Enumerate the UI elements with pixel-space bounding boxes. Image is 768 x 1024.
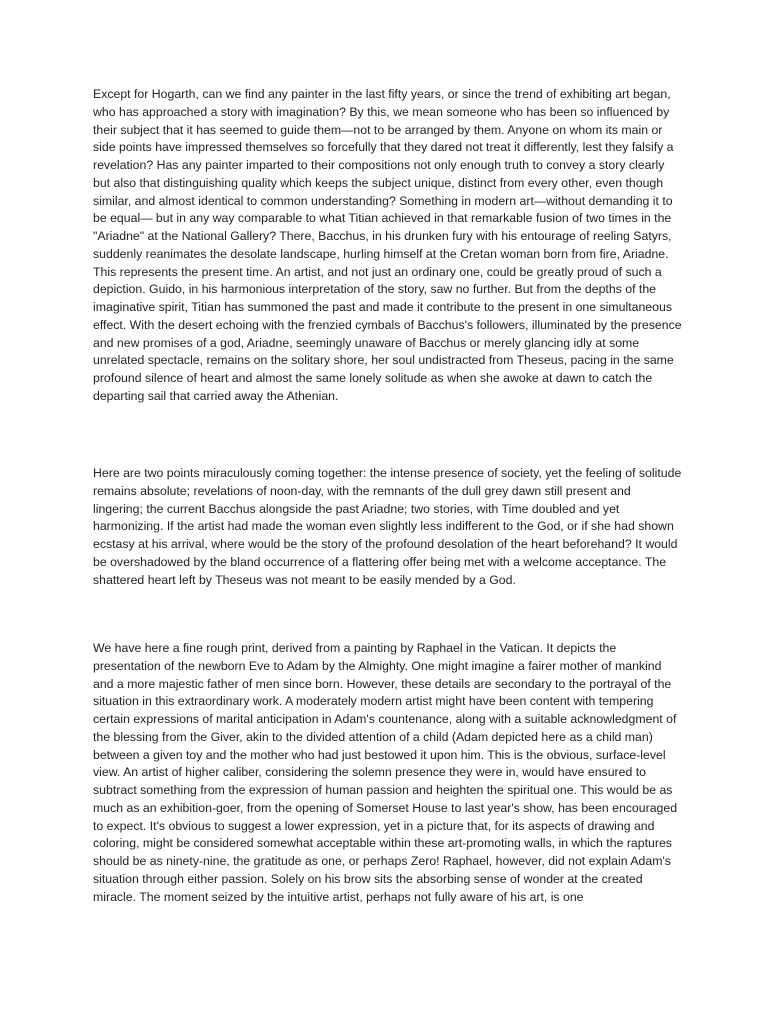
paragraph-raphael-adam-eve: We have here a fine rough print, derived from a painting by Raphael in the Vatican. It depicts the presentation of the newborn Eve to Adam by the Almighty. One might imagine a fairer mother of mankind and a more majestic father of men since born. However, these details are secondary to the portrayal of the situation in this extraordinary work. A moderately modern artist might have been content with tempering certain expressions of marital anticipation in Adam's countenance, along with a suitable acknowledgment of the blessing from the Giver, akin to the divided attention of a child (Adam depicted here as a child man) between a given toy and the mother who had just bestowed it upon him. This is the obvious, surface-level view. An artist of higher caliber, considering the solemn presence they were in, would have ensured to subtract something from the expression of human passion and heighten the spiritual one. This would be as much as an exhibition-goer, from the opening of Somerset House to last year's show, has been encouraged to expect. It's obvious to suggest a lower expression, yet in a picture that, for its aspects of drawing and coloring, might be considered somewhat acceptable within these art-promoting walls, in which the raptures should be as ninety-nine, the gratitude as one, or perhaps Zero! Raphael, however, did not explain Adam's situation through either passion. Solely on his brow sits the absorbing sense of wonder at the created miracle. The moment seized by the intuitive artist, perhaps not fully aware of his art, is one: [93, 641, 678, 904]
paragraph-titian-ariadne: Except for Hogarth, can we find any painter in the last fifty years, or since the trend of exhibiting art began, who has approached a story with imagination? By this, we mean someone who has been so influenced by their subject that it has seemed to guide them—not to be arranged by them. Anyone on whom its main or side points have impressed themselves so forcefully that they dared not treat it differently, lest they falsify a revelation? Has any painter imparted to their compositions not only enough truth to convey a story clearly but also that distinguishing quality which keeps the subject unique, distinct from every other, even though similar, and almost identical to common understanding? Something in modern art—without demanding it to be equal— but in any way comparable to what Titian achieved in that remarkable fusion of two times in the "Ariadne" at the National Gallery? There, Bacchus, in his drunken fury with his entourage of reeling Satyrs, suddenly reanimates the desolate landscape, hurling himself at the Cretan woman born from fire, Ariadne. This represents the present time. An artist, and not just an ordinary one, could be greatly proud of such a depiction. Guido, in his harmonious interpretation of the story, saw no further. But from the depths of the imaginative spirit, Titian has summoned the past and made it contribute to the present in one simultaneous effect. With the desert echoing with the frenzied cymbals of Bacchus's followers, illuminated by the presence and new promises of a god, Ariadne, seemingly unaware of Bacchus or merely glancing idly at some unrelated spectacle, remains on the solitary shore, her soul undistracted from Theseus, pacing in the same profound silence of heart and almost the same lonely solitude as when she awoke at dawn to catch the departing sail that carried away the Athenian.: [93, 87, 682, 403]
document-page: [93, 86, 683, 906]
paragraph-two-points: Here are two points miraculously coming together: the intense presence of society, yet the feeling of solitude remains absolute; revelations of noon-day, with the remnants of the dull grey dawn still present and lingering; the current Bacchus alongside the past Ariadne; two stories, with Time doubled and yet harmonizing. If the artist had made the woman even slightly less indifferent to the God, or if she had shown ecstasy at his arrival, where would be the story of the profound desolation of the heart beforehand? It would be overshadowed by the bland occurrence of a flattering offer being met with a welcome acceptance. The shattered heart left by Theseus was not meant to be easily mended by a God.: [93, 466, 682, 587]
